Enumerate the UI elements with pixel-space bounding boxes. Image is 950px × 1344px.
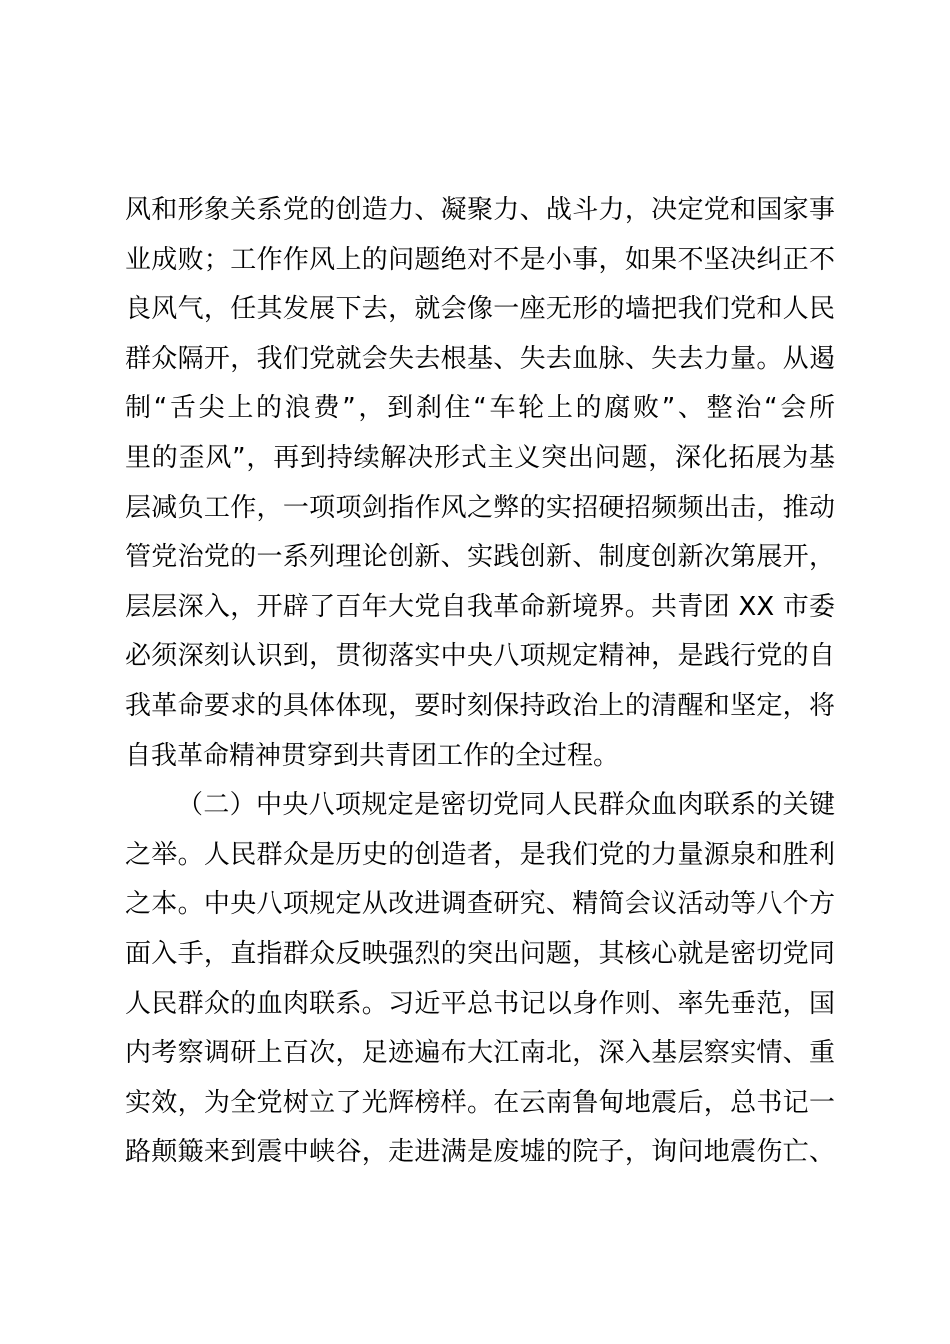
text-line: 制“舌尖上的浪费”，到刹住“车轮上的腐败”、整治“会所: [125, 393, 835, 424]
text-line: 里的歪风”，再到持续解决形式主义突出问题，深化拓展为基: [125, 442, 835, 473]
paragraph-1: [125, 186, 835, 781]
text-line: 人民群众的血肉联系。习近平总书记以身作则、率先垂范，国: [125, 988, 835, 1019]
text-line: 层层深入，开辟了百年大党自我革命新境界。共青团 XX 市委: [125, 591, 835, 622]
text-line: 群众隔开，我们党就会失去根基、失去血脉、失去力量。从遏: [125, 343, 835, 374]
text-line: 面入手，直指群众反映强烈的突出问题，其核心就是密切党同: [125, 938, 835, 969]
section-heading-line: （二）中央八项规定是密切党同人民群众血肉联系的关键: [177, 790, 835, 821]
text-line: 风和形象关系党的创造力、凝聚力、战斗力，决定党和国家事: [125, 195, 835, 225]
text-line: 业成败；工作作风上的问题绝对不是小事，如果不坚决纠正不: [125, 244, 835, 275]
text-line: 良风气，任其发展下去，就会像一座无形的墙把我们党和人民: [125, 294, 835, 325]
text-line: 管党治党的一系列理论创新、实践创新、制度创新次第展开，: [125, 542, 835, 573]
document-body: [125, 186, 835, 1178]
text-line: 路颠簸来到震中峡谷，走进满是废墟的院子，询问地震伤亡、: [125, 1137, 835, 1168]
text-line: 我革命要求的具体体现，要时刻保持政治上的清醒和坚定，将: [125, 690, 835, 721]
text-line: 必须深刻认识到，贯彻落实中央八项规定精神，是践行党的自: [125, 641, 835, 672]
text-line: 之本。中央八项规定从改进调查研究、精简会议活动等八个方: [125, 889, 835, 920]
paragraph-2: [125, 781, 835, 1178]
text-line: 实效，为全党树立了光辉榜样。在云南鲁甸地震后，总书记一: [125, 1087, 835, 1118]
text-line: 自我革命精神贯穿到共青团工作的全过程。: [125, 740, 620, 771]
text-line: 内考察调研上百次，足迹遍布大江南北，深入基层察实情、重: [125, 1038, 835, 1069]
text-line: 之举。人民群众是历史的创造者，是我们党的力量源泉和胜利: [125, 839, 835, 870]
text-line: 层减负工作，一项项剑指作风之弊的实招硬招频频出击，推动: [125, 492, 835, 523]
